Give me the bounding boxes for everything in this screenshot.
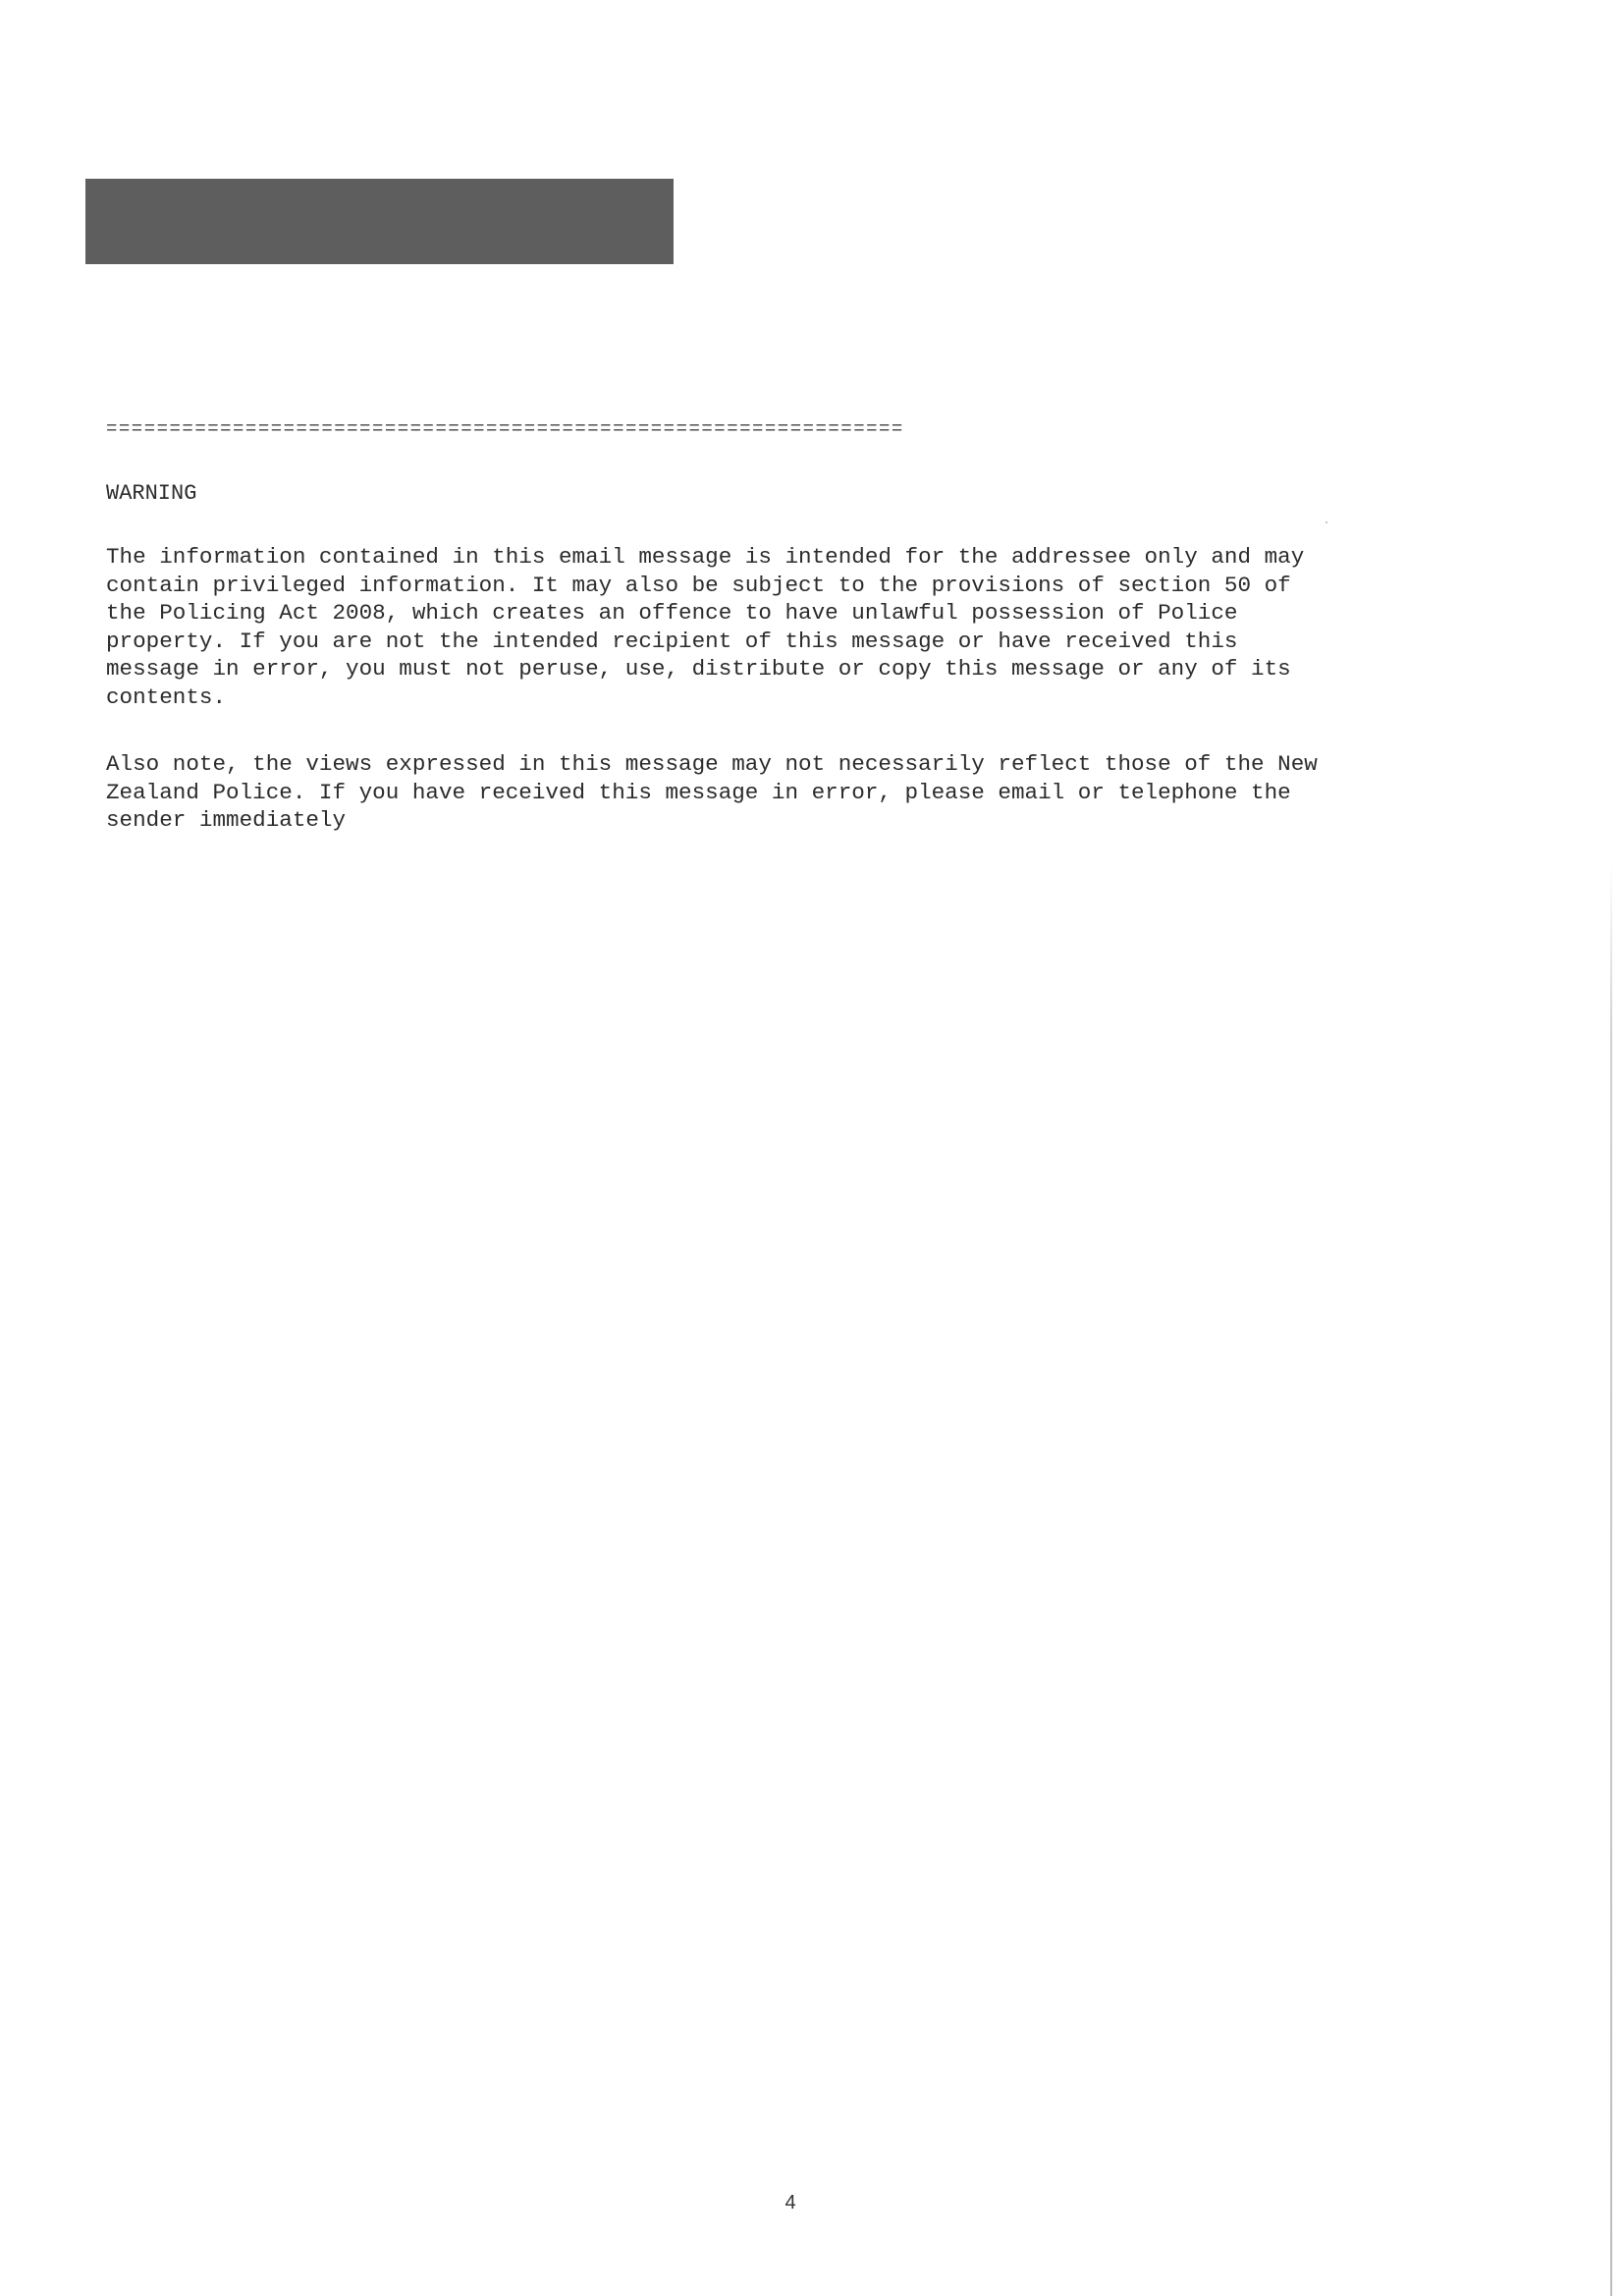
separator-line: ===============================================================: [106, 418, 904, 440]
scan-edge-line: [1610, 864, 1612, 2296]
paragraph-line: contents.: [106, 683, 227, 710]
paragraph-line: Zealand Police. If you have received this message in error, please email or telephone the: [106, 779, 1291, 805]
warning-heading: WARNING: [106, 481, 197, 506]
warning-paragraph-2: [106, 750, 1318, 835]
paragraph-line: message in error, you must not peruse, use, distribute or copy this message or any of its: [106, 656, 1291, 683]
paragraph-line: contain privileged information. It may also be subject to the provisions of section 50 of: [106, 572, 1291, 598]
page-number: 4: [784, 2192, 796, 2214]
paragraph-line: Also note, the views expressed in this message may not necessarily reflect those of the New: [106, 751, 1318, 777]
warning-paragraph-1: [106, 543, 1304, 712]
scan-speck: [1325, 521, 1327, 523]
paragraph-line: property. If you are not the intended recipient of this message or have received this: [106, 628, 1238, 654]
redaction-block: [85, 179, 674, 264]
paragraph-line: sender immediately: [106, 807, 347, 834]
paragraph-line: The information contained in this email message is intended for the addressee only and may: [106, 544, 1305, 570]
paragraph-line: the Policing Act 2008, which creates an offence to have unlawful possession of Police: [106, 600, 1238, 627]
